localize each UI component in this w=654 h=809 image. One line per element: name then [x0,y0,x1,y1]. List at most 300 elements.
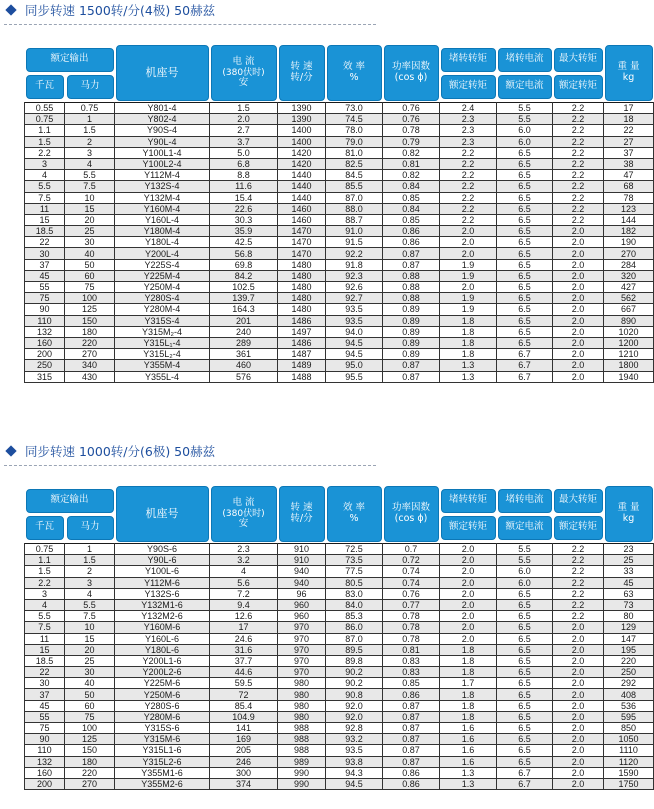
locked-torque-ratio-cell: 1.8 [440,337,497,348]
locked-torque-ratio-cell: 1.6 [440,723,497,734]
frame-cell: Y100L1-4 [115,147,210,158]
efficiency-cell: 94.5 [326,349,383,360]
speed-cell: 1486 [278,337,326,348]
table-row [25,114,654,125]
locked-torque-ratio-cell: 2.2 [440,181,497,192]
table-row [25,767,654,778]
hp-cell: 20 [65,214,115,225]
current-cell: 205 [210,745,278,756]
current-cell: 374 [210,778,278,789]
power-factor-cell: 0.74 [383,577,440,588]
hp-cell: 3 [65,147,115,158]
current-cell: 30.3 [210,214,278,225]
hp-cell: 430 [65,371,115,382]
table-row [25,667,654,678]
frame-cell: Y280S-6 [115,700,210,711]
frame-header-cell [115,485,210,544]
power-factor-cell: 0.72 [383,555,440,566]
locked-current-ratio-cell: 6.7 [497,767,553,778]
kw-cell: 18.5 [25,655,65,666]
current-cell: 15.4 [210,192,278,203]
power-factor-cell: 0.87 [383,700,440,711]
kw-cell: 315 [25,371,65,382]
speed-cell: 1460 [278,203,326,214]
locked-current-ratio-cell: 6.5 [497,622,553,633]
frame-cell: Y112M-6 [115,577,210,588]
locked-torque-ratio-cell: 1.3 [440,767,497,778]
efficiency-cell: 80.5 [326,577,383,588]
hp-cell: 180 [65,326,115,337]
speed-cell: 1400 [278,125,326,136]
locked-current-ratio-cell: 6.5 [497,633,553,644]
hp-cell: 270 [65,349,115,360]
current-cell: 2.7 [210,125,278,136]
hp-cell: 1.5 [65,125,115,136]
power-factor-cell: 0.87 [383,745,440,756]
kw-cell: 30 [25,678,65,689]
locked-current-header-cell [497,44,553,103]
kw-cell: 15 [25,644,65,655]
locked-current-ratio-cell: 6.5 [497,326,553,337]
current-cell: 11.6 [210,181,278,192]
locked-current-ratio-cell: 6.5 [497,337,553,348]
power-factor-cell: 0.87 [383,756,440,767]
efficiency-cell: 94.3 [326,767,383,778]
speed-cell: 1420 [278,147,326,158]
locked-torque-header: 堵转转矩 [441,489,496,513]
kw-cell: 132 [25,756,65,767]
kw-cell: 1.1 [25,555,65,566]
kw-cell: 1.1 [25,125,65,136]
kw-cell: 2.2 [25,147,65,158]
current-cell: 141 [210,723,278,734]
speed-cell: 1497 [278,326,326,337]
max-torque-ratio-cell: 2.2 [553,611,604,622]
current-cell: 56.8 [210,248,278,259]
weight-cell: 144 [604,214,654,225]
speed-cell: 1460 [278,214,326,225]
efficiency-cell: 74.5 [326,114,383,125]
efficiency-cell: 73.5 [326,555,383,566]
table-row [25,158,654,169]
frame-cell: Y355M2-6 [115,778,210,789]
table-row [25,566,654,577]
locked-torque-header-cell [440,44,497,103]
rated-output-header: 额定输出 [26,489,114,513]
weight-header: 重 量 kg [605,486,653,542]
weight-cell: 1800 [604,360,654,371]
current-cell: 5.0 [210,147,278,158]
efficiency-cell: 95.5 [326,371,383,382]
kw-cell: 0.55 [25,103,65,114]
frame-cell: Y160M-4 [115,203,210,214]
max-torque-ratio-cell: 2.0 [553,293,604,304]
max-torque-ratio-cell: 2.0 [553,371,604,382]
hp-cell: 15 [65,203,115,214]
weight-cell: 1750 [604,778,654,789]
speed-cell: 1390 [278,114,326,125]
max-torque-ratio-cell: 2.2 [553,566,604,577]
locked-current-ratio-cell: 6.7 [497,371,553,382]
power-factor-cell: 0.85 [383,678,440,689]
kw-cell: 45 [25,270,65,281]
weight-cell: 73 [604,599,654,610]
max-torque-ratio-cell: 2.2 [553,181,604,192]
kw-cell: 45 [25,700,65,711]
frame-cell: Y315L₁-4 [115,337,210,348]
kw-cell: 110 [25,745,65,756]
locked-current-header: 堵转电流 [498,48,552,72]
current-cell: 84.2 [210,270,278,281]
locked-torque-ratio-cell: 2.2 [440,192,497,203]
weight-cell: 147 [604,633,654,644]
frame-cell: Y225M-4 [115,270,210,281]
efficiency-cell: 85.3 [326,611,383,622]
current-cell: 104.9 [210,711,278,722]
frame-cell: Y801-4 [115,103,210,114]
frame-cell: Y315M-6 [115,734,210,745]
current-cell: 300 [210,767,278,778]
hp-cell: 75 [65,282,115,293]
hp-cell: 5.5 [65,599,115,610]
locked-current-ratio-cell: 6.5 [497,170,553,181]
max-torque-ratio-cell: 2.0 [553,745,604,756]
table-row [25,136,654,147]
efficiency-cell: 87.0 [326,192,383,203]
weight-cell: 427 [604,282,654,293]
max-torque-ratio-cell: 2.2 [553,158,604,169]
locked-current-ratio-cell: 6.5 [497,147,553,158]
current-cell: 2.3 [210,544,278,555]
weight-cell: 1120 [604,756,654,767]
efficiency-cell: 82.5 [326,158,383,169]
locked-current-ratio-cell: 6.5 [497,181,553,192]
weight-cell: 33 [604,566,654,577]
locked-torque-ratio-cell: 2.4 [440,103,497,114]
speed-cell: 990 [278,767,326,778]
current-cell: 361 [210,349,278,360]
hp-cell: 2 [65,566,115,577]
hp-cell: 25 [65,655,115,666]
current-cell: 59.5 [210,678,278,689]
hp-cell: 30 [65,237,115,248]
power-factor-cell: 0.79 [383,136,440,147]
frame-cell: Y180M-4 [115,226,210,237]
locked-current-ratio-cell: 6.5 [497,611,553,622]
locked-current-ratio-cell: 6.5 [497,756,553,767]
speed-cell: 988 [278,745,326,756]
kw-cell: 1.5 [25,136,65,147]
locked-torque-ratio-cell: 2.2 [440,203,497,214]
locked-torque-ratio-cell: 1.9 [440,259,497,270]
efficiency-cell: 95.0 [326,360,383,371]
max-torque-header-cell [553,485,604,544]
weight-cell: 292 [604,678,654,689]
locked-torque-ratio-cell: 1.8 [440,667,497,678]
frame-cell: Y315L2-6 [115,756,210,767]
power-factor-header-cell [383,485,440,544]
kw-cell: 7.5 [25,192,65,203]
hp-cell: 100 [65,293,115,304]
power-factor-cell: 0.83 [383,655,440,666]
frame-cell: Y200L2-6 [115,667,210,678]
kw-cell: 110 [25,315,65,326]
efficiency-cell: 91.5 [326,237,383,248]
locked-torque-ratio-cell: 1.8 [440,689,497,700]
weight-cell: 22 [604,125,654,136]
hp-cell: 125 [65,734,115,745]
kw-cell: 7.5 [25,622,65,633]
locked-current-ratio-cell: 6.5 [497,282,553,293]
efficiency-cell: 83.0 [326,588,383,599]
table-row [25,203,654,214]
weight-cell: 37 [604,147,654,158]
table-row [25,192,654,203]
weight-cell: 25 [604,555,654,566]
rated-current-header: 额定电流 [498,516,552,540]
table-row [25,181,654,192]
max-torque-ratio-cell: 2.0 [553,337,604,348]
table-row [25,103,654,114]
frame-cell: Y160M-6 [115,622,210,633]
frame-header: 机座号 [116,486,209,542]
locked-torque-ratio-cell: 2.0 [440,633,497,644]
locked-current-ratio-cell: 6.7 [497,360,553,371]
speed-cell: 1470 [278,237,326,248]
weight-cell: 408 [604,689,654,700]
frame-cell: Y280S-4 [115,293,210,304]
weight-cell: 38 [604,158,654,169]
kw-cell: 4 [25,599,65,610]
current-cell: 5.6 [210,577,278,588]
frame-cell: Y802-4 [115,114,210,125]
kw-cell: 200 [25,349,65,360]
power-factor-cell: 0.88 [383,293,440,304]
weight-cell: 850 [604,723,654,734]
speed-cell: 1440 [278,181,326,192]
hp-header: 马力 [67,75,114,99]
locked-current-ratio-cell: 6.5 [497,192,553,203]
max-torque-ratio-cell: 2.2 [553,170,604,181]
speed-cell: 970 [278,655,326,666]
locked-torque-ratio-cell: 2.0 [440,282,497,293]
current-header: 电 流 (380伏时) 安 [211,45,277,101]
power-factor-cell: 0.81 [383,158,440,169]
max-torque-ratio-cell: 2.2 [553,588,604,599]
efficiency-cell: 72.5 [326,544,383,555]
speed-cell: 960 [278,611,326,622]
efficiency-cell: 79.0 [326,136,383,147]
weight-cell: 1110 [604,745,654,756]
locked-torque-ratio-cell: 2.0 [440,248,497,259]
efficiency-cell: 93.8 [326,756,383,767]
speed-cell: 1390 [278,103,326,114]
locked-torque-ratio-cell: 2.3 [440,114,497,125]
max-torque-ratio-cell: 2.0 [553,667,604,678]
locked-current-ratio-cell: 6.0 [497,125,553,136]
max-torque-ratio-cell: 2.2 [553,203,604,214]
weight-cell: 23 [604,544,654,555]
kw-cell: 37 [25,259,65,270]
max-torque-header-cell [553,44,604,103]
locked-current-ratio-cell: 6.7 [497,778,553,789]
weight-cell: 270 [604,248,654,259]
max-torque-ratio-cell: 2.0 [553,622,604,633]
table-row [25,711,654,722]
locked-current-ratio-cell: 6.5 [497,237,553,248]
hp-cell: 10 [65,622,115,633]
efficiency-cell: 77.5 [326,566,383,577]
speed-cell: 1486 [278,315,326,326]
power-factor-cell: 0.89 [383,304,440,315]
speed-cell: 1480 [278,304,326,315]
current-cell: 44.6 [210,667,278,678]
table-row [25,577,654,588]
frame-cell: Y225S-4 [115,259,210,270]
max-torque-ratio-cell: 2.2 [553,136,604,147]
speed-header-cell [278,485,326,544]
efficiency-cell: 92.6 [326,282,383,293]
weight-cell: 1590 [604,767,654,778]
frame-cell: Y90S-6 [115,544,210,555]
power-factor-cell: 0.76 [383,588,440,599]
hp-cell: 40 [65,678,115,689]
power-factor-cell: 0.78 [383,622,440,633]
kw-cell: 30 [25,248,65,259]
kw-cell: 11 [25,203,65,214]
table-row [25,237,654,248]
weight-cell: 284 [604,259,654,270]
kw-cell: 75 [25,723,65,734]
frame-cell: Y132S-4 [115,181,210,192]
weight-cell: 78 [604,192,654,203]
divider [4,465,376,466]
kw-cell: 22 [25,237,65,248]
frame-cell: Y90S-4 [115,125,210,136]
kw-cell: 132 [25,326,65,337]
max-torque-ratio-cell: 2.0 [553,304,604,315]
power-factor-cell: 0.86 [383,767,440,778]
speed-cell: 980 [278,711,326,722]
max-torque-ratio-cell: 2.0 [553,326,604,337]
max-torque-ratio-cell: 2.0 [553,778,604,789]
speed-cell: 1480 [278,293,326,304]
hp-cell: 15 [65,633,115,644]
weight-cell: 1050 [604,734,654,745]
weight-header: 重 量 kg [605,45,653,101]
section-title: 同步转速 1000转/分(6极) 50赫兹 [25,444,216,459]
spec-table-1500 [24,44,654,383]
frame-cell: Y355L-4 [115,371,210,382]
speed-header: 转 速 转/分 [279,45,325,101]
rated-current-header: 额定电流 [498,75,552,99]
hp-cell: 60 [65,700,115,711]
kw-cell: 200 [25,778,65,789]
frame-cell: Y200L1-6 [115,655,210,666]
current-cell: 72 [210,689,278,700]
table-row [25,633,654,644]
locked-torque-ratio-cell: 2.0 [440,611,497,622]
locked-current-ratio-cell: 6.5 [497,723,553,734]
table-row [25,349,654,360]
max-torque-ratio-cell: 2.0 [553,360,604,371]
speed-cell: 970 [278,644,326,655]
kw-cell: 55 [25,711,65,722]
speed-cell: 990 [278,778,326,789]
speed-cell: 1480 [278,282,326,293]
current-cell: 31.6 [210,644,278,655]
weight-cell: 667 [604,304,654,315]
current-cell: 7.2 [210,588,278,599]
efficiency-cell: 88.0 [326,203,383,214]
table-row [25,315,654,326]
current-cell: 164.3 [210,304,278,315]
weight-cell: 129 [604,622,654,633]
locked-current-ratio-cell: 6.5 [497,711,553,722]
locked-torque-ratio-cell: 1.8 [440,326,497,337]
locked-current-ratio-cell: 6.5 [497,644,553,655]
power-factor-cell: 0.86 [383,237,440,248]
power-factor-cell: 0.84 [383,203,440,214]
efficiency-cell: 81.0 [326,147,383,158]
hp-cell: 150 [65,745,115,756]
table-row [25,337,654,348]
table-row [25,599,654,610]
locked-torque-ratio-cell: 2.2 [440,147,497,158]
frame-cell: Y132S-6 [115,588,210,599]
efficiency-cell: 92.2 [326,248,383,259]
speed-cell: 1470 [278,248,326,259]
locked-torque-ratio-cell: 2.0 [440,226,497,237]
current-cell: 17 [210,622,278,633]
hp-cell: 30 [65,667,115,678]
efficiency-cell: 88.7 [326,214,383,225]
locked-torque-ratio-cell: 2.0 [440,588,497,599]
locked-torque-ratio-cell: 1.8 [440,700,497,711]
max-torque-ratio-cell: 2.0 [553,700,604,711]
locked-current-ratio-cell: 6.5 [497,293,553,304]
frame-cell: Y200L-4 [115,248,210,259]
efficiency-cell: 92.0 [326,700,383,711]
kw-header: 千瓦 [26,516,64,540]
frame-cell: Y100L2-4 [115,158,210,169]
power-factor-cell: 0.89 [383,337,440,348]
locked-current-ratio-cell: 5.5 [497,114,553,125]
current-cell: 2.0 [210,114,278,125]
power-factor-cell: 0.89 [383,349,440,360]
power-factor-cell: 0.87 [383,259,440,270]
efficiency-cell: 89.8 [326,655,383,666]
kw-cell: 18.5 [25,226,65,237]
hp-cell: 75 [65,711,115,722]
speed-cell: 980 [278,689,326,700]
locked-current-ratio-cell: 6.5 [497,259,553,270]
locked-current-ratio-cell: 6.5 [497,599,553,610]
kw-header: 千瓦 [26,75,64,99]
efficiency-cell: 92.0 [326,711,383,722]
current-cell: 12.6 [210,611,278,622]
efficiency-cell: 87.0 [326,633,383,644]
header-row [25,44,654,103]
frame-cell: Y355M-4 [115,360,210,371]
table-row [25,226,654,237]
max-torque-header: 最大转矩 [554,48,603,72]
table-row [25,555,654,566]
locked-torque-ratio-cell: 2.0 [440,544,497,555]
rated-torque-header: 额定转矩 [441,516,496,540]
power-factor-cell: 0.87 [383,360,440,371]
frame-cell: Y180L-4 [115,237,210,248]
